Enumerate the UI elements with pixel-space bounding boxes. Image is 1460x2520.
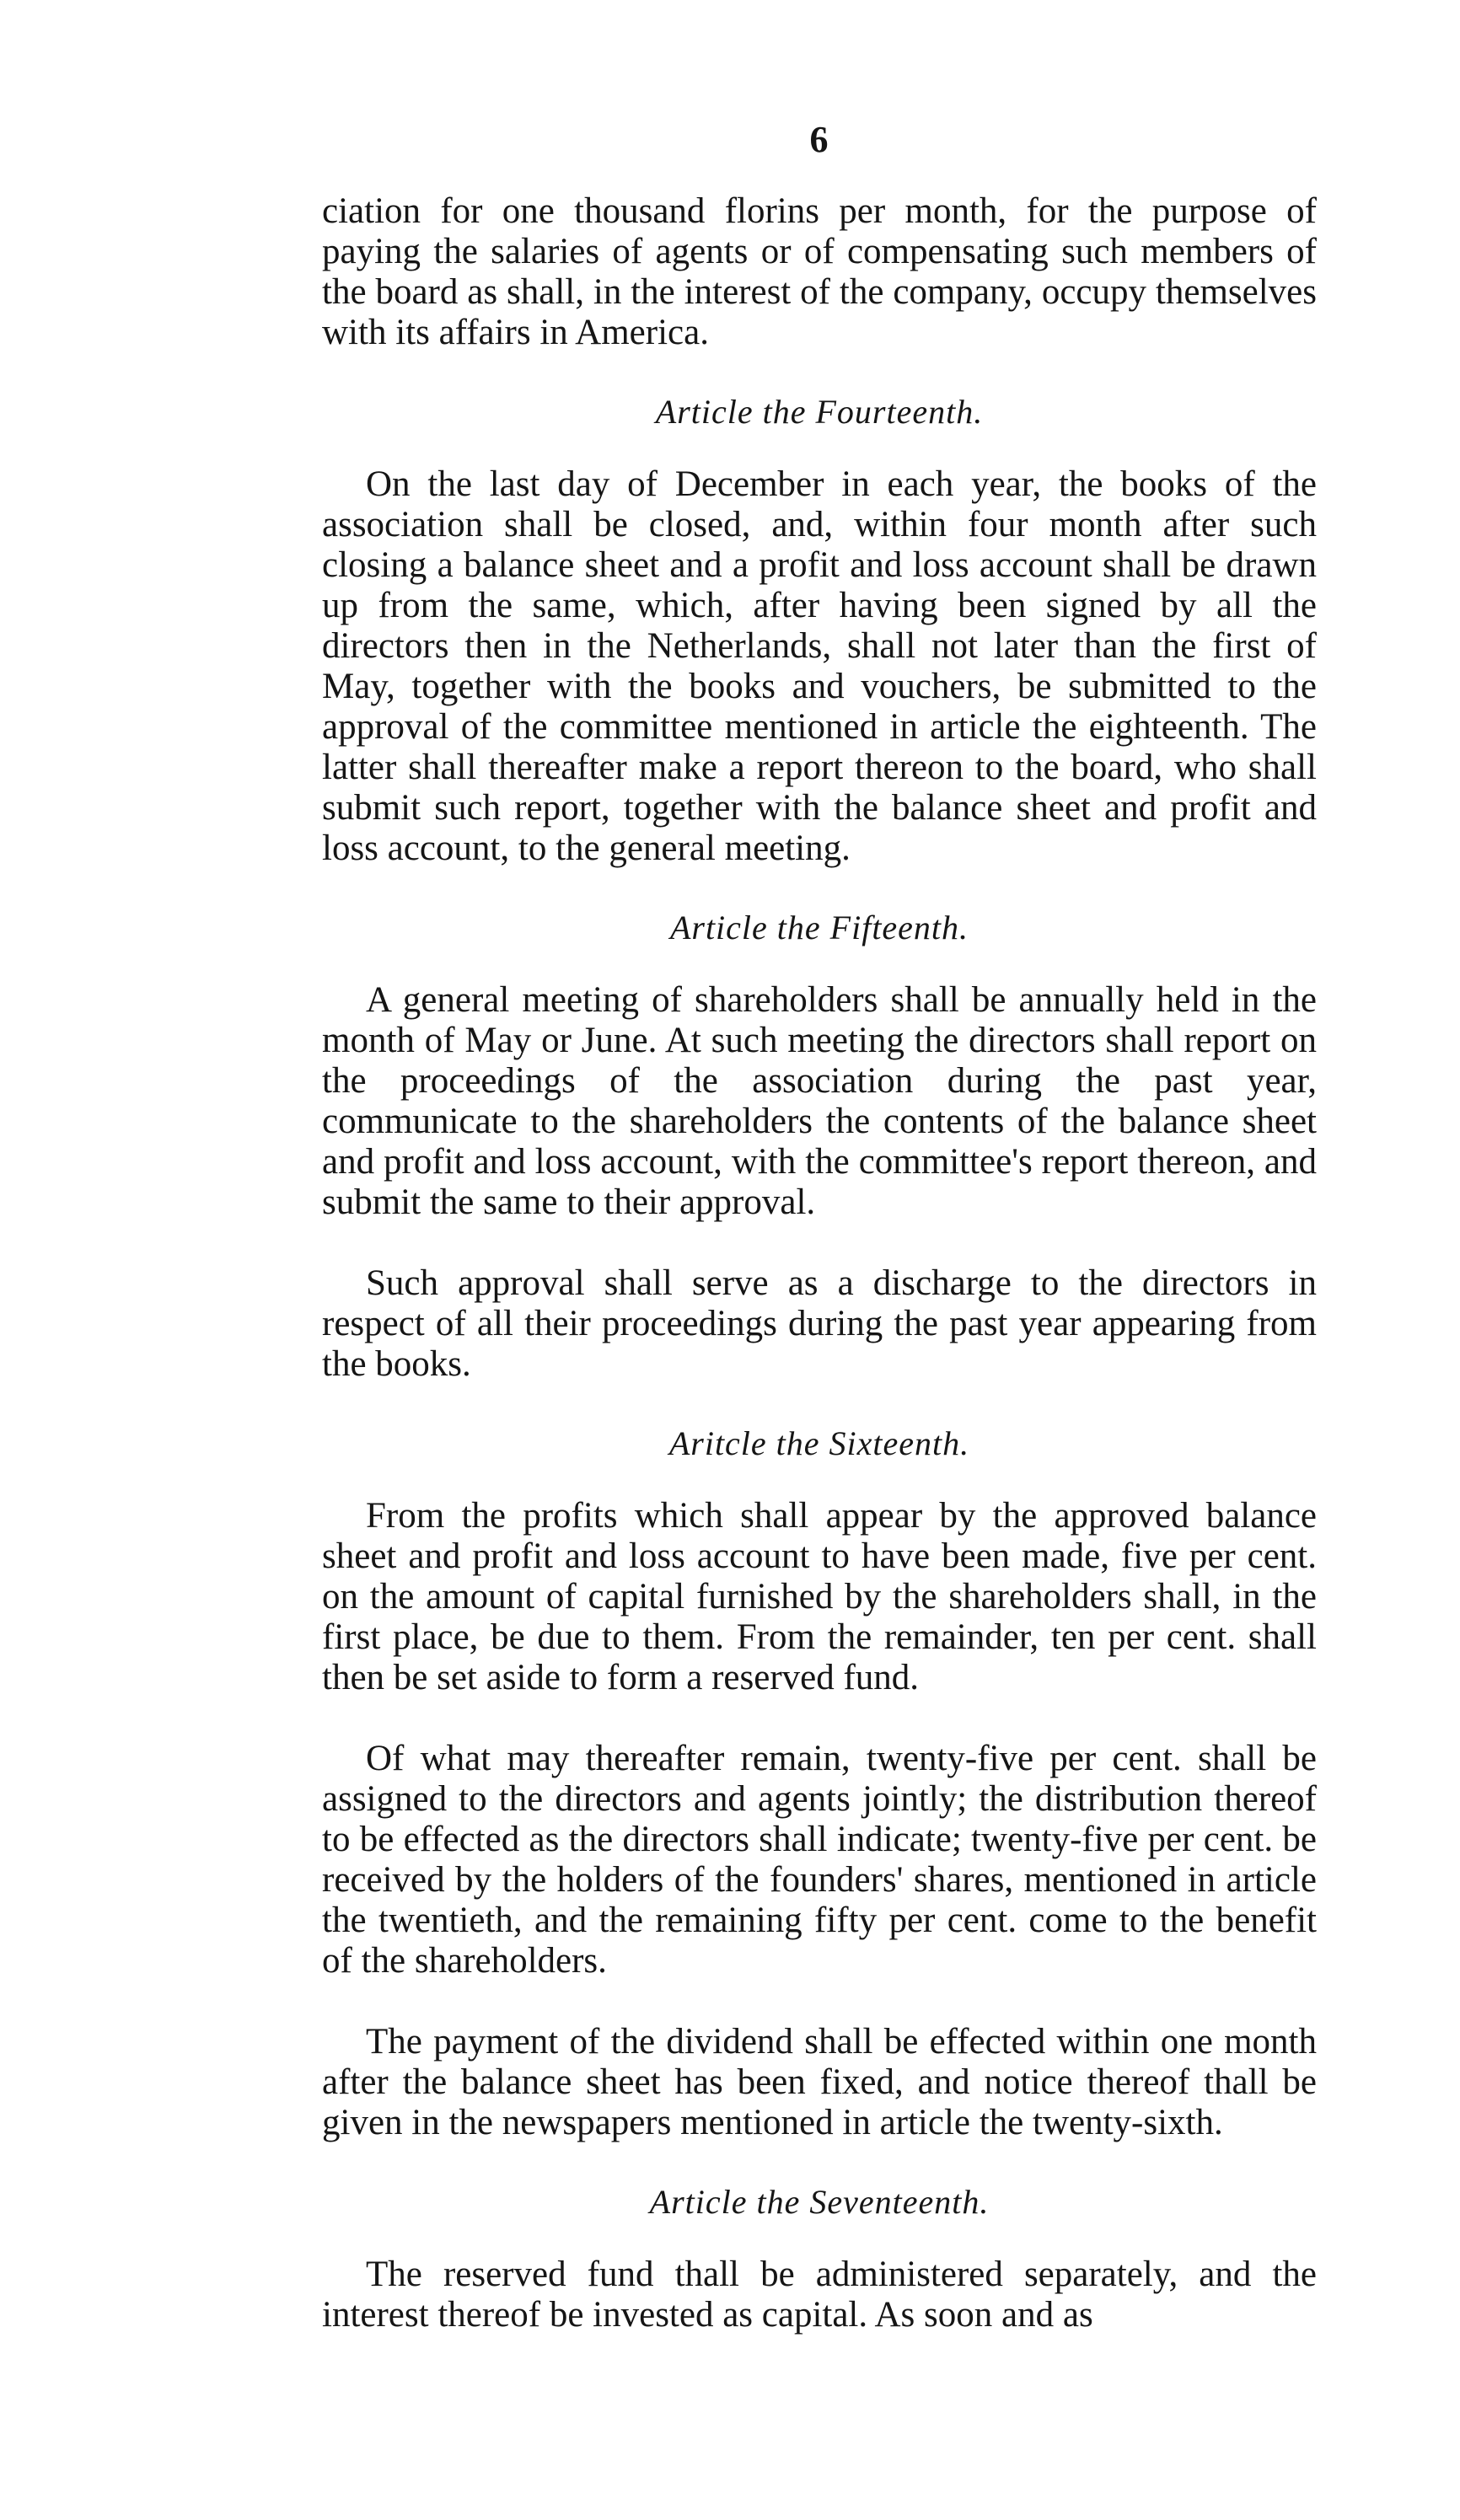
article-heading: Article the Fifteenth. bbox=[669, 909, 969, 946]
body-paragraph: From the profits which shall appear by the approved balance sheet and profit and loss account to have been made, five per cent. on the amount of capital furnished by the shareholders shall, in the first place, be due to them. From the remainder, ten per cent. shall then be set aside to form a reserved fund. bbox=[322, 1496, 1317, 1697]
article-heading: Article the Fourteenth. bbox=[655, 393, 984, 431]
page-number: 6 bbox=[809, 119, 829, 160]
article-heading: Article the Seventeenth. bbox=[649, 2183, 990, 2221]
body-paragraph: The reserved fund thall be administered separately, and the interest thereof be invested as capital. As soon and as bbox=[322, 2255, 1317, 2335]
paragraph-gap bbox=[322, 1981, 1317, 2022]
body-paragraph: The payment of the dividend shall be effected within one month after the balance sheet has been fixed, and notice thereof thall be given in the newspapers mentioned in article the twenty-sixth. bbox=[322, 2022, 1317, 2142]
document-page bbox=[322, 118, 1317, 2335]
paragraph-gap bbox=[322, 1223, 1317, 1263]
body-paragraph: A general meeting of shareholders shall be annually held in the month of May or June. At such meeting the directors shall report on the proceedings of the association during the past year, communicate to the shareholders the contents of the balance sheet and profit and loss account, with the committee's report thereon, and submit the same to their approval. bbox=[322, 980, 1317, 1222]
article-heading: Aritcle the Sixteenth. bbox=[668, 1424, 970, 1462]
body-paragraph: ciation for one thousand florins per month, for the purpose of paying the salaries of agents or of compensating such members of the board as shall, in the interest of the company, occupy themselves with its affairs in America. bbox=[322, 191, 1317, 352]
body-paragraph: Of what may thereafter remain, twenty-five per cent. shall be assigned to the directors and agents jointly; the distribution thereof to be effected as the directors shall indicate; twenty-five per cent. be received by the holders of the founders' shares, mentioned in article the twentieth, and the remaining fifty per cent. come to the benefit of the shareholders. bbox=[322, 1739, 1317, 1981]
body-paragraph: Such approval shall serve as a discharge to the directors in respect of all their proceedings during the past year appearing from the books. bbox=[322, 1263, 1317, 1384]
paragraph-gap bbox=[322, 1698, 1317, 1739]
body-paragraph: On the last day of December in each year, the books of the association shall be closed, and, within four month after such closing a balance sheet and a profit and loss account shall be drawn up from the same, which, after having been signed by all the directors then in the Netherlands, shall not later than the first of May, together with the books and vouchers, be submitted to the approval of the committee mentioned in article the eighteenth. The latter shall thereafter make a report thereon to the board, who shall submit such report, together with the balance sheet and profit and loss account, to the general meeting. bbox=[322, 464, 1317, 868]
page-content bbox=[322, 191, 1317, 2335]
